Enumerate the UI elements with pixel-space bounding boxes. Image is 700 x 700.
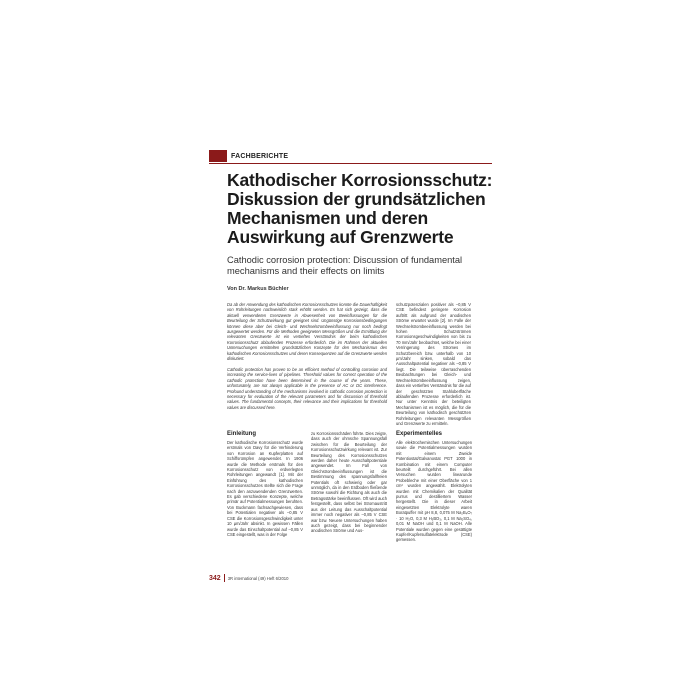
heading-einleitung: Einleitung (227, 431, 256, 437)
section-color-bar (209, 150, 227, 162)
article-author: Von Dr. Markus Büchler (227, 286, 289, 292)
body-text-col1: Der kathodische Korrosionsschutz wurde erstmals von Davy für die Verhinderung von Korrosion an Kupferplatten auf Schiffsrümpfen angewendet. In 1906 wurde die Methode erstmals für den Korrosionsschutz von erdverlegten Rohrleitungen angewandt [1]. Mit der Einführung des kathodischen Korrosionsschutzes stellte sich die Frage nach den anzuwendenden Grenzwerten. Es gab verschiedene Konzepte, welche primär auf Potentialmessungen beruhten. Von Buckmann fachsachgewiesen, dass bei Potentialen negativer als –0,85 V CSE die Korrosionsgeschwindigkeit unter 10 µm/Jahr absinkt. In gewissen Fällen wurde das Einschaltpotential auf –0,85 V CSE eingestellt, was in der Folge (227, 440, 303, 537)
article-subtitle: Cathodic corrosion protection: Discussion of fundamental mechanisms and their effects on limits (227, 255, 463, 276)
article-title: Kathodischer Korrosionsschutz: Diskussion der grundsätzlichen Mechanismen und deren Auswirkung auf Grenzwerte (227, 170, 493, 247)
body-text-top-right: schutzpotenzialen positiver als –0,85 V CSE befindest geringere Korrosion auftritt als aufgrund der anodischen Ströme erwartet wurde [2]. Im Falle der Wechselstrombeeinflussung werden bei hohen Schutzströmen Korrosionsgeschwindigkeiten von bis zu 70 mm/Jahr beobachtet, welche bei einer Verringerung des Stromes im Schutzbereich bzw. unterhalb von 10 µm/Jahr sinken, sobald das Ausschaltpotential negativer als –0,85 V liegt. Die teilweise überraschenden Beobachtungen bei Gleich- und Wechselstrombeeinflussung zeigen, dass ein vertieftes Verständnis für die auf der geschützten Stahloberfläche ablaufenden Prozesse erforderlich ist. Nur unter Kenntnis der beteiligten Mechanismen ist es möglich, die für die Beurteilung von kathodisch geschützten Rohrleitungen relevanten Messgrößen und Grenzwerte zu ermitteln. (396, 302, 471, 426)
heading-experimentelles: Experimentelles (396, 431, 443, 437)
page-number: 342 (209, 574, 221, 582)
abstract-english: Cathodic protection has proven to be an efficient method of controlling corrosion and increasing the service-lives of pipelines. Threshold values for correct operation of the cathodic protection have been determined in the course of the years. These, unfortunately, are not always applicable in the presence of AC or DC interference. Profound understanding of the mechanisms involved in cathodic corrosion protection is necessary for evaluation of the relevant parameters and for discussion of threshold values. The fundamental concepts, their relevance and their implications for threshold values are discussed here. (227, 367, 387, 410)
header-rule (209, 163, 492, 164)
section-label: FACHBERICHTE (231, 152, 289, 160)
section-tag (209, 150, 288, 162)
body-text-col3: Alle elektrochemischen Untersuchungen sowie die Potentialmessungen wurden mit einem Zweide Potentiostat/Galvanostat PGT 1000 in Kombination mit einem Computer beurteilt durchgeführt. Bei allen Versuchen wurden linearunde Probebleche mit einer Oberfläche von 1 cm² wurden angewählt. Elektrolyten wurden mit Chemikalien der Qualität purrus und destilliertem Wasser hergestellt. Die in dieser Arbeit eingesetzten Elektrolyte waren Boratpuffer mit pH 8,8, 0,075 M Na₂B₄O₇ · 10 H₂O, 0,3 M H₃BO₃, 0,1 M Na₂SO₄, 0,01 M NaOH und 0,1 M NaOH. Alle Potentiale wurden gegen eine gesättigte Kupfer/Kupfersulfatelektrode (CSE) gemessen. (396, 440, 472, 543)
page-footer (209, 574, 288, 582)
footer-divider (224, 574, 225, 582)
magazine-reference: 3R international (49) Heft 6/2010 (227, 575, 289, 581)
body-text-col2: zu Korrosionsschäden führte. Dies zeigte, dass auch der ohmsche Spannungsfall zwischen für die Beurteilung der Korrosionsschutzwirkung relevant ist. Zur Beurteilung des Korrosionsschutzes werden daher heute Ausschaltpotentiale angewendet. Im Fall von Gleichstrombeeinflussungen ist die Bestimmung des spannungsfallfreien Potentials oft schwierig oder gar unmöglich, da in den Erdboden fließende Ströme sowohl die Richtung als auch die Betragsstärke beeinflussen. Oft wird auch festgestellt, dass selbst bei Stromaustritt aus der Leitung das Ausschaltpotential immer noch negativer als –0,85 V CSE war bzw. Neuere Untersuchungen haben auch gezeigt, dass bei beginnender anodischen Ströme und Aus- (311, 431, 387, 534)
abstract-german: Da ab der Anwendung des kathodischen Korrosionsschutzes konnte die Dauerhaftigkeit von Rohrleitungen nachweislich stark erhöht werden. Es hat sich gezeigt, dass die aktuell verwendeten Grenzwerte in Abwesenheit von Beeinflussungen für die Beurteilung der Schutzwirkung gut geeignet sind. Ungünstige Korrosionsbedingungen können diese aber bei Gleich- und Wechselstrombeeinflussung nur noch bedingt ausgewertet werden. Für die Methoden geeigneten Messgrößen und die Ermittlung der relevanten Grenzwerte ist ein vertieftes Verständnis der beim kathodischen Korrosionsschutz ablaufenden Prozesse erforderlich. Die im Rahmen der aktuellen Untersuchungen ermittelten grundsätzlichen Konzepte für den Mechanismus des kathodischen Korrosionsschutzes und deren Konsequenzen auf die Grenzwerte werden diskutiert. (227, 302, 387, 362)
